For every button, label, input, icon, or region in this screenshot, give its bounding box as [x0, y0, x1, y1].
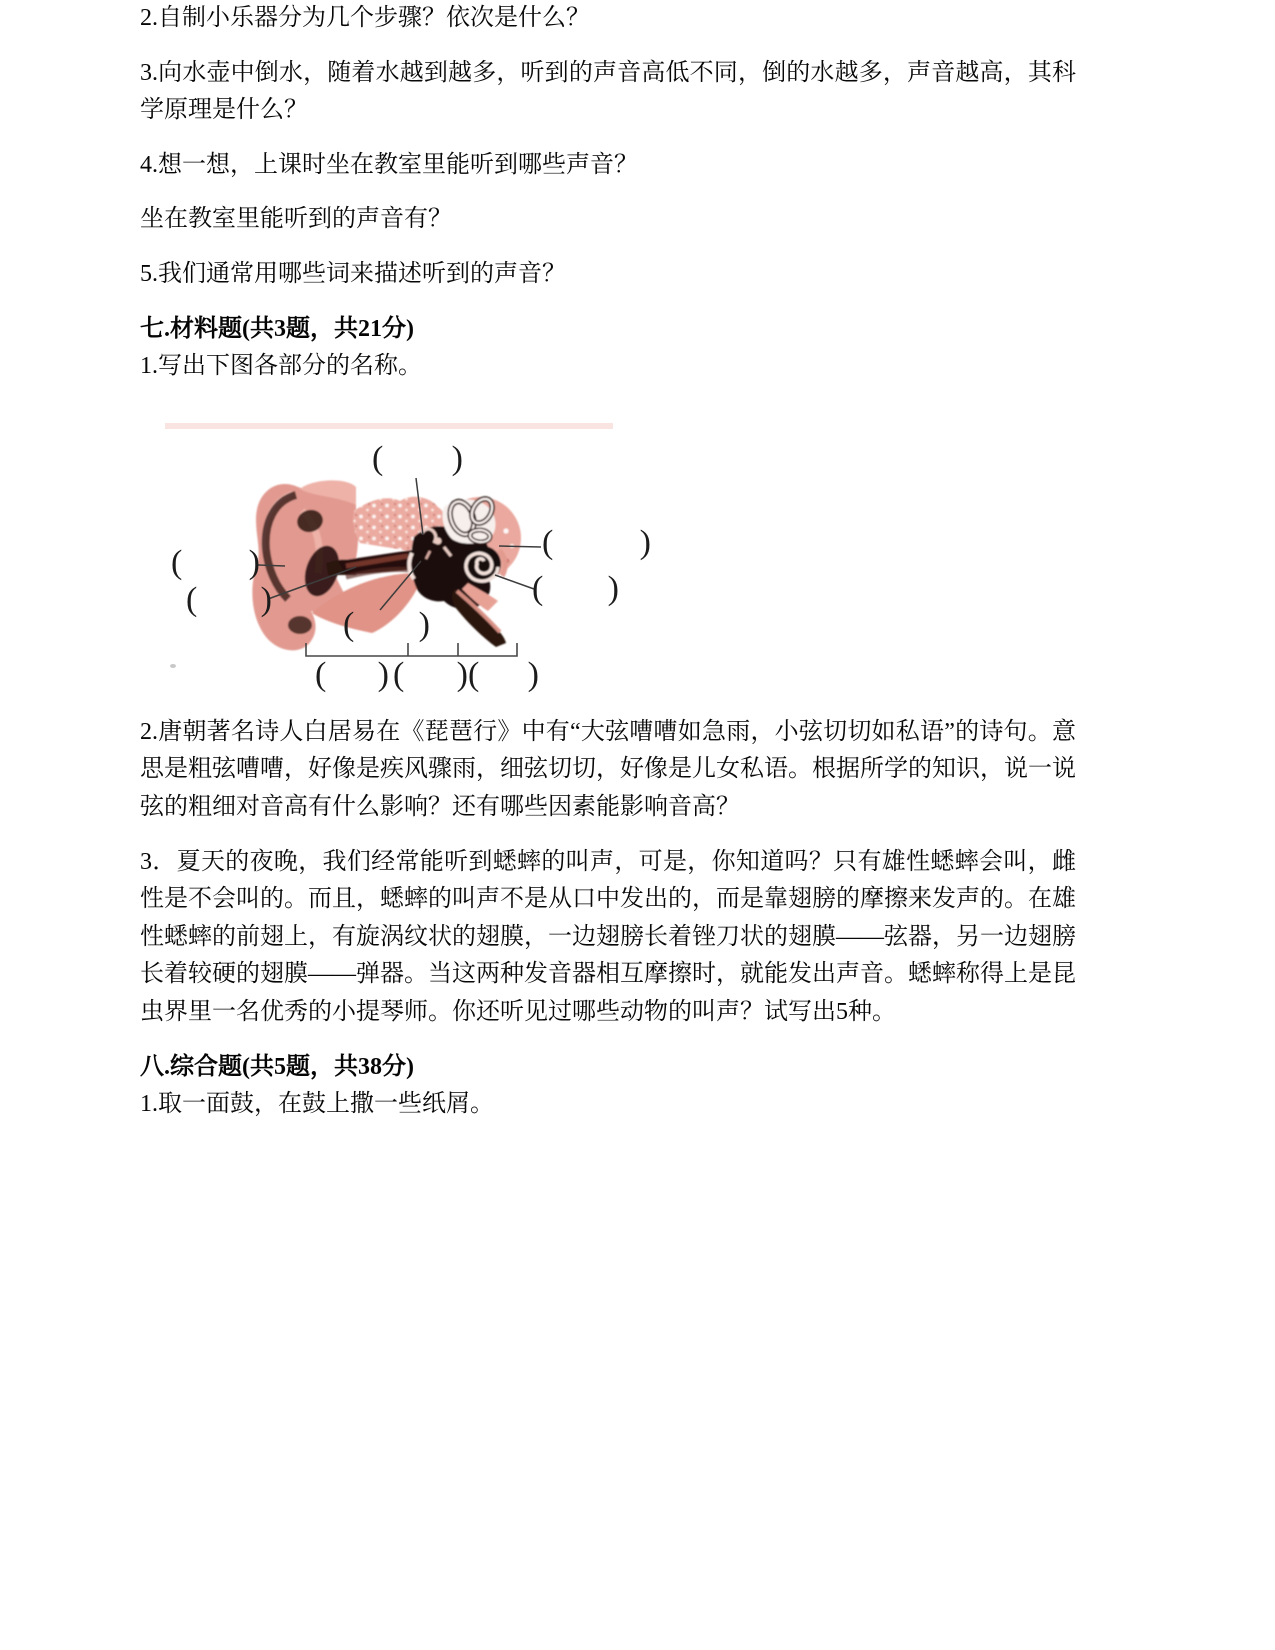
diagram-blank-right-2	[532, 569, 619, 607]
section-seven-heading: 七.材料题(共3题，共21分)	[140, 315, 414, 342]
diagram-blank-left-2	[186, 580, 272, 618]
diagram-blank-left-1	[171, 543, 260, 581]
label-line-left-1	[258, 565, 285, 566]
paren-open: (	[315, 655, 327, 693]
paren-open: (	[186, 580, 198, 618]
paren-open: (	[532, 569, 544, 607]
paren-close: )	[607, 569, 619, 607]
stray-dot	[170, 664, 176, 668]
comprehensive-q1: 1.取一面鼓，在鼓上撒一些纸屑。	[140, 1091, 494, 1118]
scan-artifact-band	[165, 423, 613, 429]
paren-close: )	[260, 580, 272, 618]
paren-close: )	[527, 655, 539, 693]
question-6-4: 4.想一想，上课时坐在教室里能听到哪些声音？	[140, 151, 638, 178]
paren-open: (	[468, 655, 480, 693]
diagram-blank-right-1	[542, 523, 651, 561]
label-line-right-2	[495, 575, 534, 589]
diagram-blank-row-1	[315, 655, 389, 693]
question-6-2: 2.自制小乐器分为几个步骤？依次是什么？	[140, 5, 590, 31]
diagram-blank-row-2	[393, 655, 468, 693]
ear-anatomy-figure	[150, 403, 690, 695]
question-6-4-sub: 坐在教室里能听到的声音有？	[140, 206, 452, 233]
paren-open: (	[372, 439, 384, 477]
material-q2: 2.唐朝著名诗人白居易在《琵琶行》中有“大弦嘈嘈如急雨，小弦切切如私语”的诗句。意思是粗弦嘈嘈，好像是疾风骤雨，细弦切切，好像是儿女私语。根据所学的知识，说一说弦的粗细对音高有什么影响？还有哪些因素能影响音高？	[140, 718, 1076, 820]
document-body	[140, 0, 1076, 1141]
question-6-5: 5.我们通常用哪些词来描述听到的声音？	[140, 260, 566, 287]
question-6-3: 3.向水壶中倒水，随着水越到越多，听到的声音高低不同，倒的水越多，声音越高，其科学原理是什么？	[140, 59, 1076, 124]
paren-close: )	[418, 605, 430, 643]
paren-open: (	[343, 605, 355, 643]
bracket	[306, 643, 517, 656]
paren-open: (	[542, 523, 554, 561]
paren-close: )	[456, 655, 468, 693]
diagram-blank-top	[372, 439, 463, 477]
material-q1: 1.写出下图各部分的名称。	[140, 353, 422, 380]
diagram-blank-row-3	[468, 655, 539, 693]
label-line-right-1	[499, 546, 541, 547]
diagram-blank-bottom-center	[343, 605, 430, 643]
paren-close: )	[451, 439, 463, 477]
paren-open: (	[393, 655, 405, 693]
paren-close: )	[248, 543, 260, 581]
paren-open: (	[171, 543, 183, 581]
section-eight-heading: 八.综合题(共5题，共38分)	[140, 1053, 414, 1080]
material-q3: 3．夏天的夜晚，我们经常能听到蟋蟀的叫声，可是，你知道吗？只有雄性蟋蟀会叫，雌性是不会叫的。而且，蟋蟀的叫声不是从口中发出的，而是靠翅膀的摩擦来发声的。在雄性蟋蟀的前翅上，有旋涡纹状的翅膜，一边翅膀长着锉刀状的翅膜——弦器，另一边翅膀长着较硬的翅膜——弹器。当这两种发音器相互摩擦时，就能发出声音。蟋蟀称得上是昆虫界里一名优秀的小提琴师。你还听见过哪些动物的叫声？试写出5种。	[140, 848, 1076, 1025]
paren-close: )	[377, 655, 389, 693]
paren-close: )	[639, 523, 651, 561]
